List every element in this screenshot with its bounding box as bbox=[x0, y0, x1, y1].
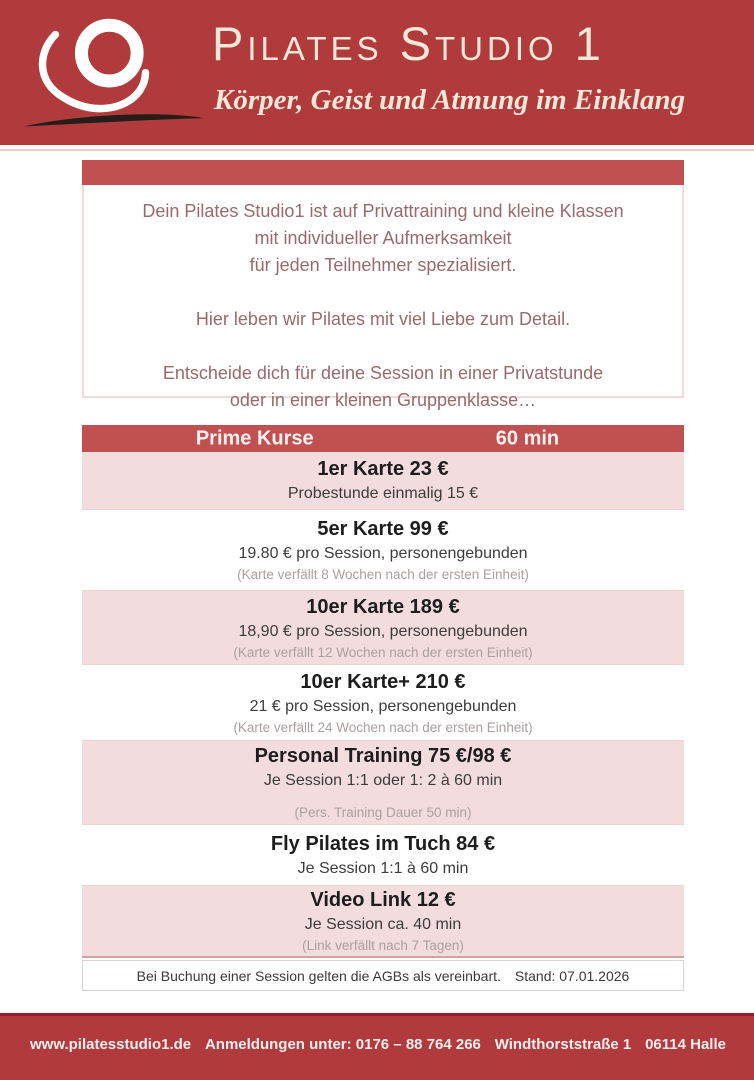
agb-text: Bei Buchung einer Session gelten die AGBs als vereinbart. bbox=[136, 967, 501, 984]
price-row-title: 10er Karte 189 € bbox=[306, 595, 460, 618]
price-row-title: Personal Training 75 €/98 € bbox=[254, 745, 512, 767]
intro-paragraph-3 bbox=[84, 360, 682, 414]
studio-title: Pilates Studio 1 bbox=[212, 17, 605, 70]
price-row-1er-karte bbox=[82, 452, 684, 510]
intro-line: oder in einer kleinen Gruppenklasse… bbox=[229, 390, 537, 410]
price-row-title: 5er Karte 99 € bbox=[317, 518, 449, 540]
header-band bbox=[0, 0, 754, 145]
price-row-title: 1er Karte 23 € bbox=[317, 458, 449, 480]
intro-line: Dein Pilates Studio1 ist auf Privattraining und kleine Klassen bbox=[142, 201, 624, 221]
footer-street: Windthorststraße 1 bbox=[494, 1035, 632, 1053]
footer-phone: Anmeldungen unter: 0176 – 88 764 266 bbox=[204, 1035, 481, 1053]
intro-line: mit individueller Aufmerksamkeit bbox=[254, 228, 512, 248]
price-table bbox=[82, 425, 684, 991]
brush-spiral-icon bbox=[22, 4, 217, 144]
intro-paragraph-1 bbox=[84, 198, 682, 279]
price-row-subtitle: Je Session 1:1 oder 1: 2 à 60 min bbox=[263, 772, 503, 789]
price-row-subtitle: 18,90 € pro Session, personengebunden bbox=[238, 622, 528, 640]
duration-column-header: 60 min bbox=[495, 427, 560, 449]
intro-line: Hier leben wir Pilates mit viel Liebe zum Detail. bbox=[195, 309, 571, 329]
intro-paragraph-2 bbox=[84, 306, 682, 333]
intro-line: für jeden Teilnehmer spezialisiert. bbox=[249, 255, 517, 275]
header-divider bbox=[0, 149, 754, 151]
price-row-note: (Karte verfällt 8 Wochen nach der ersten Einheit) bbox=[237, 567, 529, 582]
price-row-subtitle: Je Session ca. 40 min bbox=[304, 916, 462, 933]
price-row-fly-pilates bbox=[82, 825, 684, 886]
stand-date: Stand: 07.01.2026 bbox=[514, 967, 630, 984]
price-row-subtitle: 19.80 € pro Session, personengebunden bbox=[238, 545, 528, 562]
intro-text bbox=[84, 198, 682, 414]
price-row-note: (Pers. Training Dauer 50 min) bbox=[294, 805, 472, 820]
intro-panel bbox=[82, 160, 684, 410]
price-row-personal-training bbox=[82, 741, 684, 825]
studio-tagline: Körper, Geist und Atmung im Einklang bbox=[214, 84, 686, 116]
price-row-title: Video Link 12 € bbox=[310, 889, 456, 911]
price-row-note: (Karte verfällt 24 Wochen nach der ersten Einheit) bbox=[233, 719, 533, 735]
course-column-header: Prime Kurse bbox=[195, 427, 314, 449]
price-row-subtitle: 21 € pro Session, personengebunden bbox=[249, 697, 517, 715]
price-row-subtitle: Probestunde einmalig 15 € bbox=[287, 485, 479, 502]
footer-website: www.pilatesstudio1.de bbox=[30, 1035, 192, 1053]
price-table-header bbox=[82, 425, 684, 452]
price-row-5er-karte bbox=[82, 510, 684, 591]
price-row-video-link bbox=[82, 886, 684, 958]
price-row-note: (Link verfällt nach 7 Tagen) bbox=[302, 938, 464, 953]
price-row-subtitle: Je Session 1:1 à 60 min bbox=[297, 859, 469, 877]
intro-line: Entscheide dich für deine Session in einer Privatstunde bbox=[162, 363, 604, 383]
agb-note bbox=[82, 960, 684, 991]
footer-band bbox=[0, 1013, 754, 1080]
price-row-10er-karte-plus bbox=[82, 665, 684, 741]
price-row-10er-karte bbox=[82, 591, 684, 665]
price-row-note: (Karte verfällt 12 Wochen nach der ersten Einheit) bbox=[233, 644, 533, 660]
price-row-title: 10er Karte+ 210 € bbox=[300, 670, 466, 693]
intro-panel-top-bar bbox=[82, 160, 684, 185]
footer-city: 06114 Halle bbox=[645, 1035, 726, 1053]
price-row-title: Fly Pilates im Tuch 84 € bbox=[270, 832, 496, 855]
